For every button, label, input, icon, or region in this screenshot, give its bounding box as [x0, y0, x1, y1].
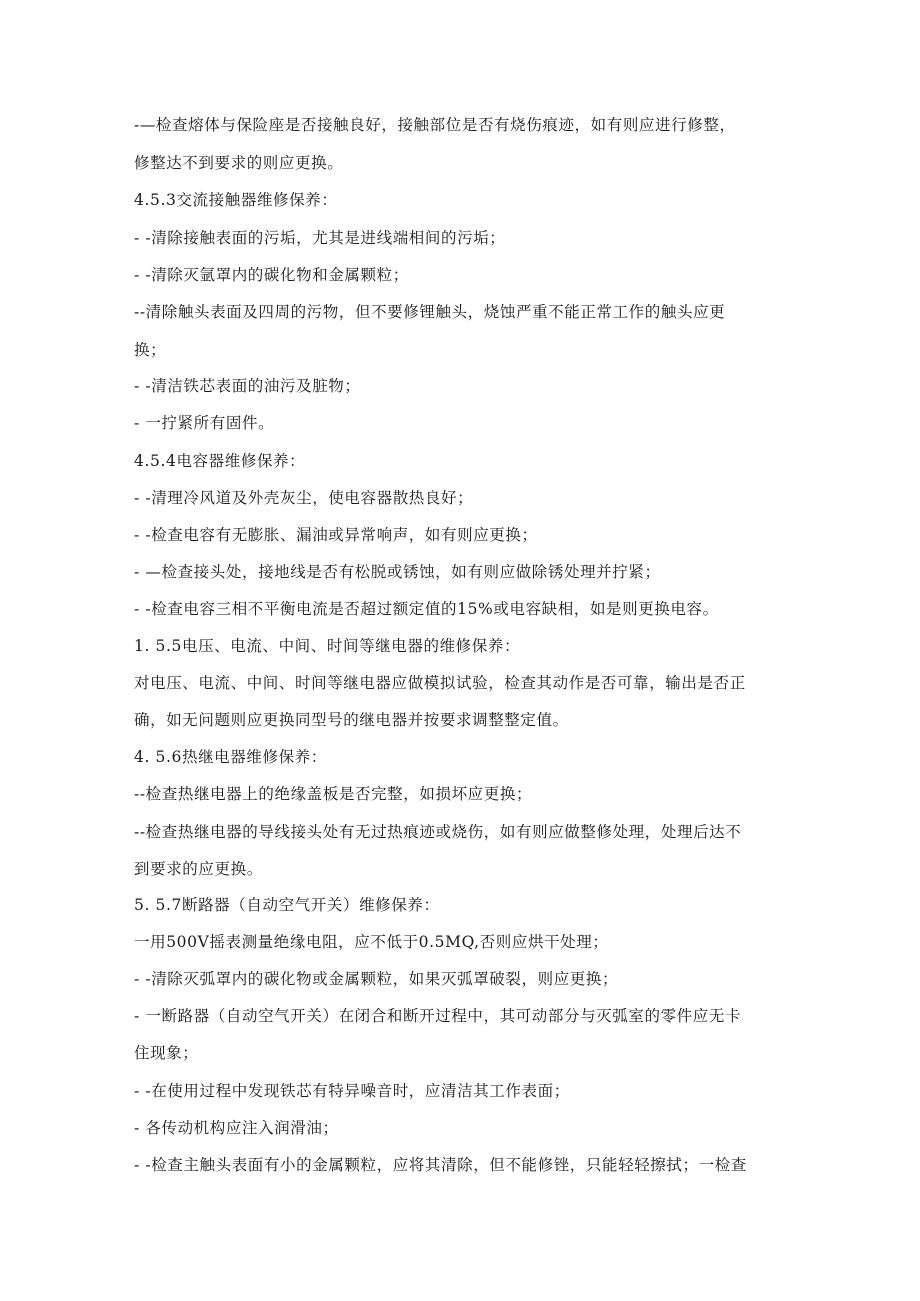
text-line: - -清洁铁芯表面的油污及脏物；	[134, 377, 361, 395]
text-line: - -清除灭氩罩内的碳化物和金属颗粒；	[134, 266, 409, 284]
text-line: - -清除灭弧罩内的碳化物或金属颗粒，如果灭弧罩破裂，则应更换；	[134, 970, 619, 988]
section-heading: 1. 5.5电压、电流、中间、时间等继电器的维修保养：	[134, 637, 521, 655]
text-line: -—检查熔体与保险座是否接触良好，接触部位是否有烧伤痕迹，如有则应进行修整，	[134, 116, 736, 134]
text-line: - -清理冷风道及外壳灰尘，使电容器散热良好；	[134, 489, 474, 507]
text-line: - -检查电容三相不平衡电流是否超过额定值的15%或电容缺相，如是则更换电容。	[134, 600, 719, 618]
section-heading: 4.5.4电容器维修保养：	[134, 452, 306, 470]
text-line: 住现象；	[134, 1044, 199, 1062]
text-line: --检查热继电器上的绝缘盖板是否完整，如损坏应更换；	[134, 785, 533, 803]
text-line: 换；	[134, 341, 167, 359]
text-line: - —检查接头处，接地线是否有松脱或锈蚀，如有则应做除锈处理并拧紧；	[134, 563, 661, 581]
section-heading: 5. 5.7断路器（自动空气开关）维修保养：	[134, 896, 440, 914]
text-line: - -在使用过程中发现铁芯有特异噪音时，应清洁其工作表面；	[134, 1082, 570, 1100]
section-heading: 4.5.3交流接触器维修保养：	[134, 191, 338, 209]
text-line: - -清除接触表面的污垢，尤其是进线端相间的污垢；	[134, 229, 506, 247]
text-line: 确，如无问题则应更换同型号的继电器并按要求调整整定值。	[134, 711, 569, 729]
text-line: - -检查主触头表面有小的金属颗粒，应将其清除，但不能修锉，只能轻轻擦拭；一检查	[134, 1156, 747, 1174]
text-line: - -检查电容有无膨胀、漏油或异常响声，如有则应更换；	[134, 526, 538, 544]
text-line: - 一拧紧所有固件。	[134, 414, 275, 432]
text-line: 一用500V摇表测量绝缘电阻，应不低于0.5MQ,否则应烘干处理；	[134, 933, 609, 951]
text-line: --清除触头表面及四周的污物，但不要修锂触头，烧蚀严重不能正常工作的触头应更	[134, 303, 726, 321]
text-line: 对电压、电流、中间、时间等继电器应做模拟试验，检查其动作是否可靠，输出是否正	[134, 674, 746, 692]
text-line: 修整达不到要求的则应更换。	[134, 154, 344, 172]
text-line: --检查热继电器的导线接头处有无过热痕迹或烧伤，如有则应做整修处理，处理后达不	[134, 823, 742, 841]
text-line: - 一断路器（自动空气开关）在闭合和断开过程中，其可动部分与灭弧室的零件应无卡	[134, 1007, 742, 1025]
text-line: - 各传动机构应注入润滑油；	[134, 1119, 339, 1137]
text-line: 到要求的应更换。	[134, 860, 263, 878]
section-heading: 4. 5.6热继电器维修保养：	[134, 748, 327, 766]
